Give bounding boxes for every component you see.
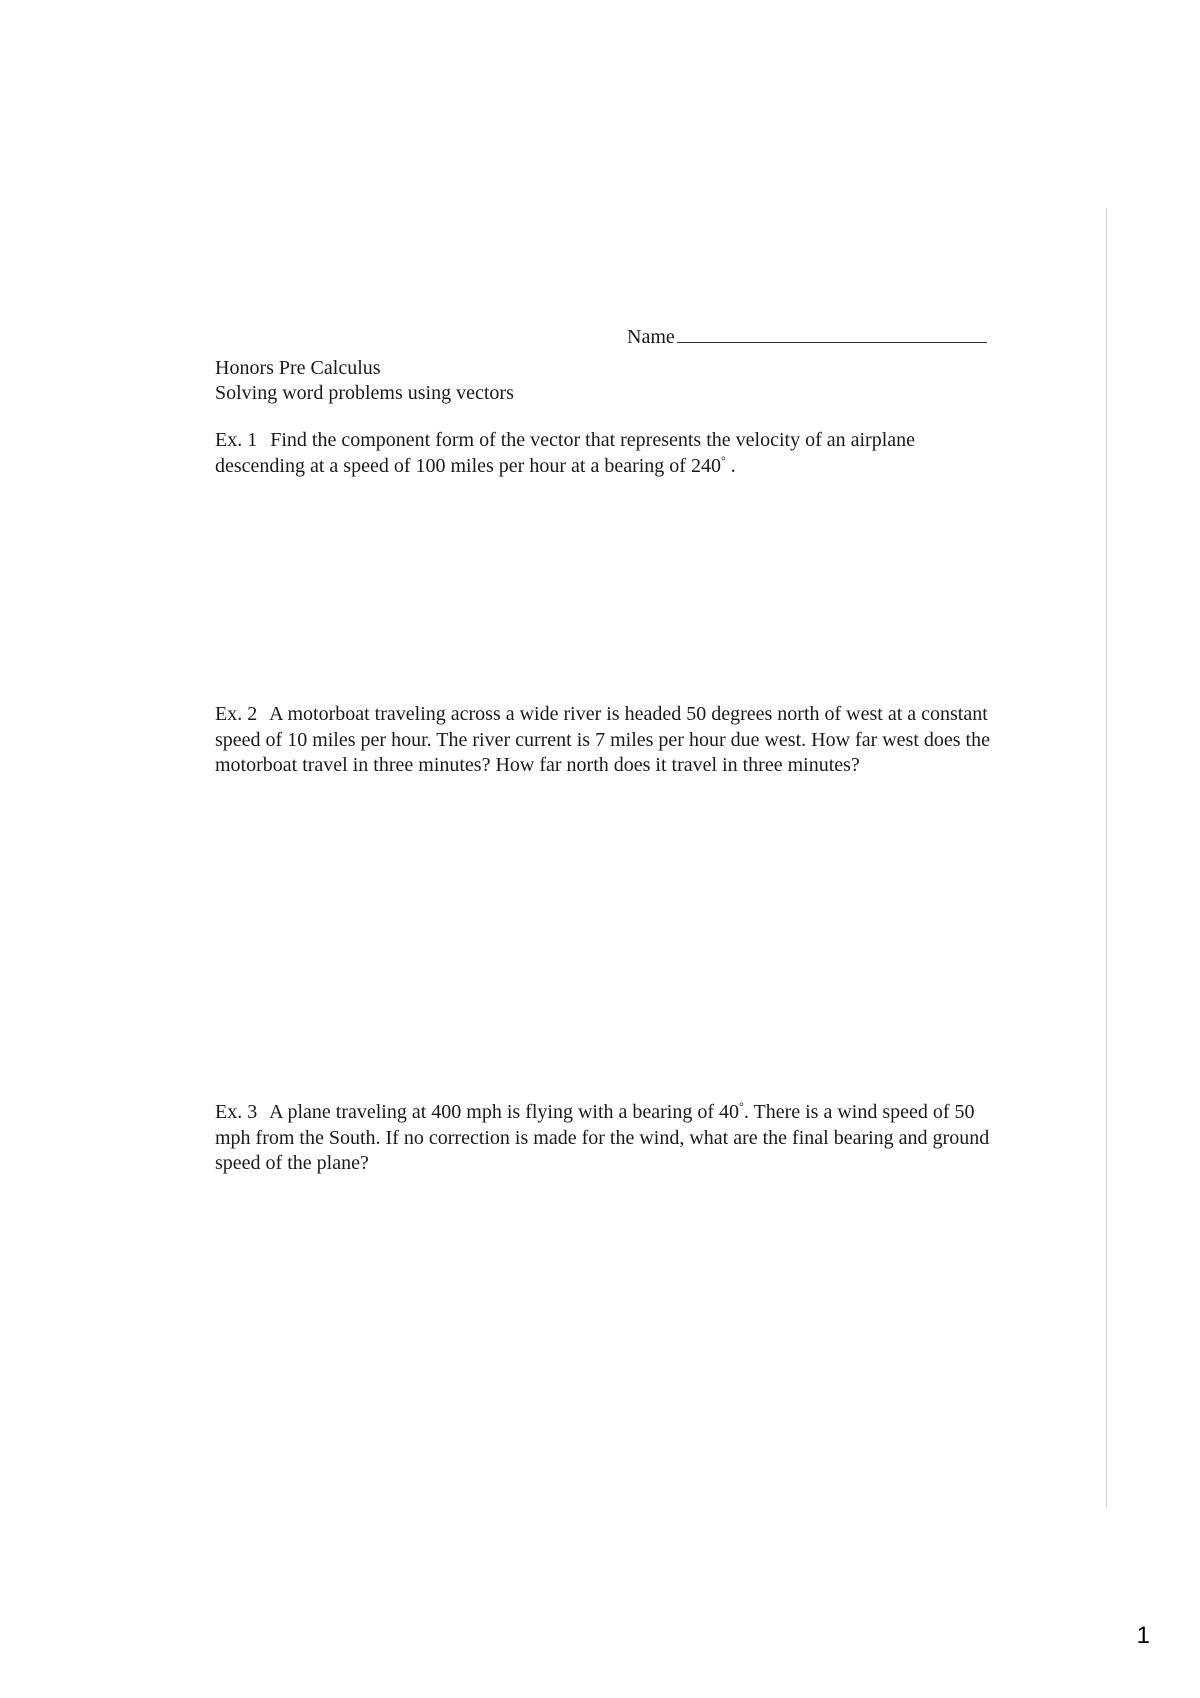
problem-text: Find the component form of the vector that represents the velocity of an airplane descending at a speed of 100 miles per hour at a bearing of 240 (215, 429, 916, 477)
problem-label: Ex. 3 (215, 1101, 258, 1123)
course-title: Honors Pre Calculus (215, 357, 381, 379)
problem-label: Ex. 1 (215, 429, 258, 451)
worksheet-topic: Solving word problems using vectors (215, 382, 514, 404)
problem-text: A motorboat traveling across a wide river is headed 50 degrees north of west at a constant speed of 10 miles per hour. The river current is 7 miles per hour due west. How far west does the motorboat travel in three minutes? How far north does it travel in three minutes? (215, 703, 990, 776)
name-blank-line (677, 328, 987, 343)
name-field (627, 326, 987, 349)
problem-text: A plane traveling at 400 mph is flying with a bearing of 40 (269, 1101, 740, 1123)
page-number: 1 (1136, 1622, 1150, 1649)
problem-text-end: . (725, 454, 736, 477)
scan-edge-line (1106, 208, 1107, 1508)
problem-text-end: . There is a wind speed of 50 mph from the South. If no correction is made for the wind, what are the final bearing and ground speed of the plane? (215, 1101, 990, 1174)
name-label: Name (627, 326, 675, 348)
degree-symbol: ° (739, 1099, 744, 1114)
problem-1 (215, 428, 1005, 479)
problem-2 (215, 702, 1005, 779)
problem-3 (215, 1100, 1005, 1177)
degree-symbol: ° (720, 452, 726, 467)
worksheet-header (215, 356, 514, 406)
problem-label: Ex. 2 (215, 703, 258, 725)
